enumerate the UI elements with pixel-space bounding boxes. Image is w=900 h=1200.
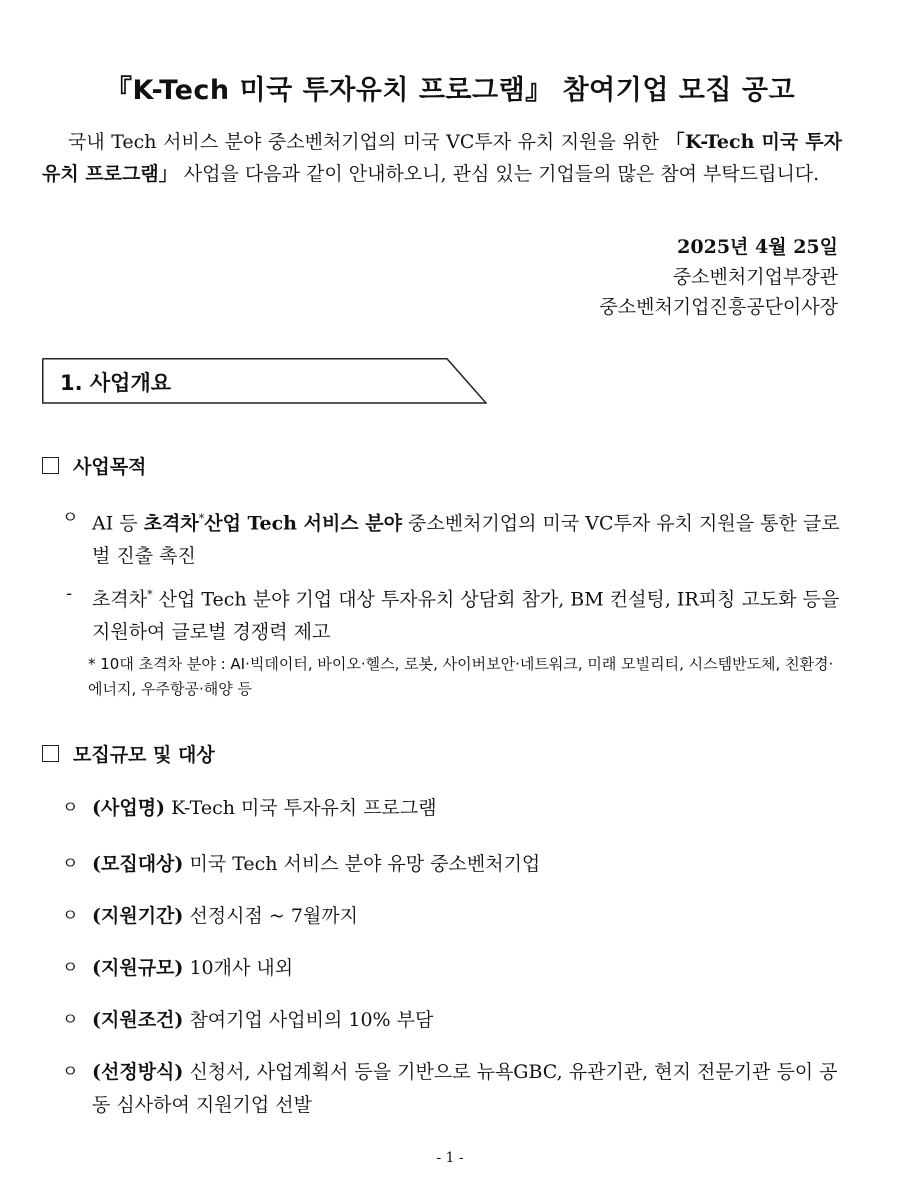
recruit-item-text: 10개사 내외 xyxy=(183,957,294,979)
recruit-item-label: (사업명) xyxy=(92,797,166,819)
recruit-item xyxy=(62,900,842,933)
section-heading: 1. 사업개요 xyxy=(60,371,172,395)
dash-icon: - xyxy=(66,584,73,604)
page-number: - 1 - xyxy=(436,1150,464,1166)
intro-text-2: 사업을 다음과 같이 안내하오니, 관심 있는 기업들의 많은 참여 부탁드립니다. xyxy=(177,163,820,185)
issuer-block xyxy=(599,232,838,322)
recruit-item xyxy=(62,1056,842,1122)
recruit-item xyxy=(62,1004,842,1037)
purpose-item xyxy=(62,502,842,573)
intro-program-name: 「K-Tech 미국 투자유치 프로그램」 xyxy=(42,131,842,185)
intro-paragraph xyxy=(42,126,842,190)
issuer-line-2: 중소벤처기업진흥공단이사장 xyxy=(599,296,838,318)
bullet-icon: ㅇ xyxy=(62,1010,79,1030)
issuer-line-1: 중소벤처기업부장관 xyxy=(672,266,838,288)
bullet-icon: ㅇ xyxy=(62,854,79,874)
purpose-item-bold-b: 산업 Tech 서비스 분야 xyxy=(204,512,402,535)
intro-text-1: 국내 Tech 서비스 분야 중소벤처기업의 미국 VC투자 유치 지원을 위한 xyxy=(68,131,666,153)
recruit-item xyxy=(62,792,842,825)
recruit-item xyxy=(62,952,842,985)
issue-date: 2025년 4월 25일 xyxy=(677,236,838,258)
recruit-item-label: (지원규모) xyxy=(92,957,184,979)
bullet-icon: ㅇ xyxy=(62,508,79,528)
document-title: 『K-Tech 미국 투자유치 프로그램』 참여기업 모집 공고 xyxy=(104,75,796,106)
footnote-mark: * xyxy=(198,512,205,525)
subsection-recruit-title: 모집규모 및 대상 xyxy=(73,744,215,766)
subsection-purpose xyxy=(42,452,146,479)
recruit-item-label: (지원조건) xyxy=(92,1009,184,1031)
recruit-item-text: K-Tech 미국 투자유치 프로그램 xyxy=(165,797,437,819)
purpose-dash-item xyxy=(66,578,842,649)
purpose-item-text-a: AI 등 xyxy=(92,512,144,535)
dash-item-text-a: 초격차 xyxy=(92,588,148,611)
footnote: * 10대 초격차 분야 : AI·빅데이터, 바이오·헬스, 로봇, 사이버보안·네트워크, 미래 모빌리티, 시스템반도체, 친환경·에너지, 우주항공·해양 등 xyxy=(88,655,834,698)
subsection-purpose-title: 사업목적 xyxy=(73,456,147,478)
checkbox-square-icon xyxy=(42,457,59,474)
purpose-item-bold-a: 초격차 xyxy=(143,512,199,535)
recruit-item-text: 미국 Tech 서비스 분야 유망 중소벤처기업 xyxy=(183,853,541,875)
recruit-item-label: (선정방식) xyxy=(92,1061,184,1083)
footnote-mark: * xyxy=(147,588,153,601)
recruit-item-text: 참여기업 사업비의 10% 부담 xyxy=(183,1009,434,1031)
recruit-item-text: 신청서, 사업계획서 등을 기반으로 뉴욕GBC, 유관기관, 현지 전문기관 등이 공동 심사하여 지원기업 선발 xyxy=(92,1061,838,1116)
bullet-icon: ㅇ xyxy=(62,958,79,978)
subsection-recruit xyxy=(42,740,215,767)
dash-item-text-b: 산업 Tech 분야 기업 대상 투자유치 상담회 참가, BM 컨설팅, IR피칭 고도화 등을 지원하여 글로벌 경쟁력 제고 xyxy=(92,588,840,644)
recruit-item-label: (지원기간) xyxy=(92,905,184,927)
bullet-icon: ㅇ xyxy=(62,798,79,818)
recruit-item xyxy=(62,848,842,881)
recruit-item-text: 선정시점 ~ 7월까지 xyxy=(183,905,359,927)
recruit-item-label: (모집대상) xyxy=(92,853,184,875)
purpose-item-text-b: 중소벤처기업의 미국 VC투자 유치 지원을 통한 글로벌 진출 촉진 xyxy=(92,512,840,568)
checkbox-square-icon xyxy=(42,745,59,762)
bullet-icon: ㅇ xyxy=(62,1062,79,1082)
bullet-icon: ㅇ xyxy=(62,906,79,926)
section-heading-box xyxy=(42,358,487,404)
